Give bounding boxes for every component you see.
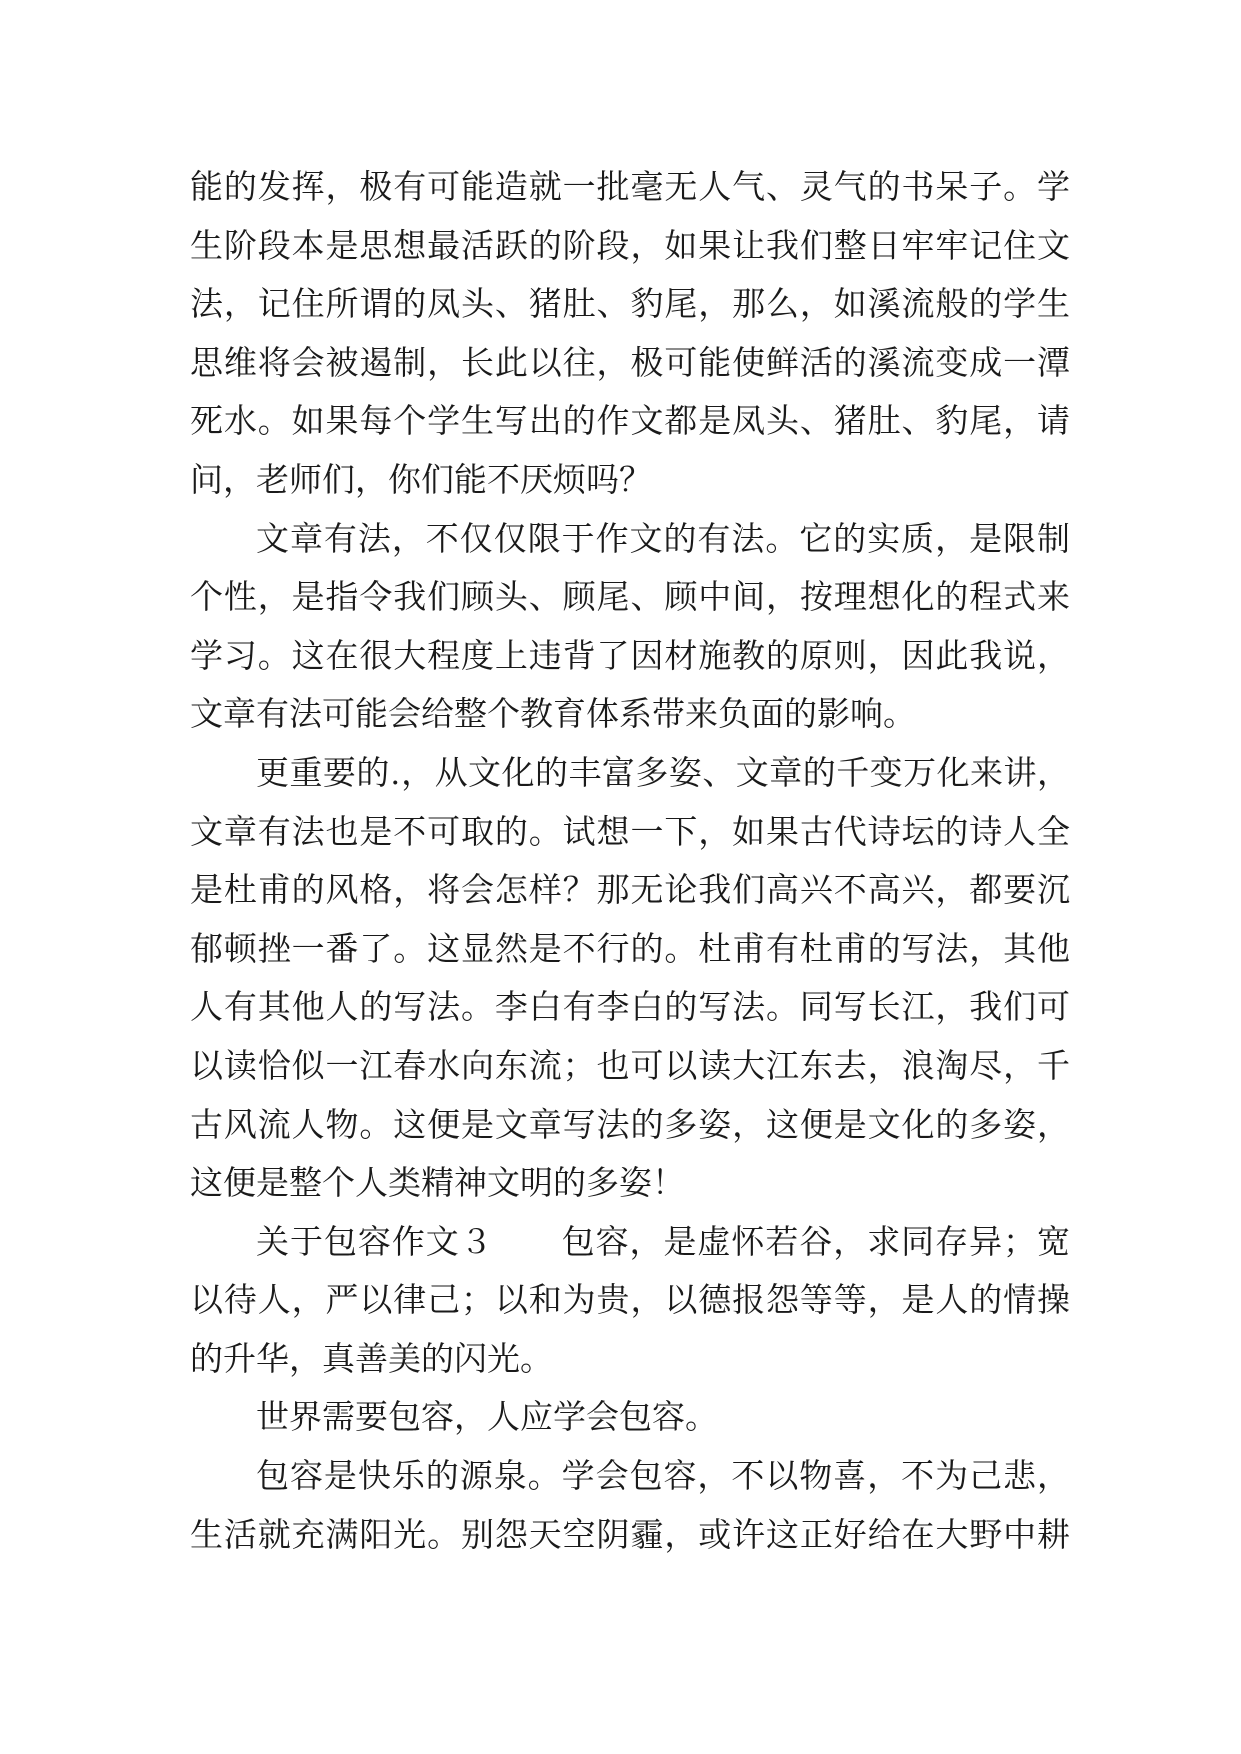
text-line: 法，记住所谓的凤头、猪肚、豹尾，那么，如溪流般的学生 (190, 278, 1070, 326)
text-line: 生阶段本是思想最活跃的阶段，如果让我们整日牢牢记住文 (190, 219, 1070, 267)
document-body (190, 156, 1070, 1562)
text-line: 古风流人物。这便是文章写法的多姿，这便是文化的多姿， (190, 1098, 1070, 1146)
paragraph-start-line: 世界需要包容，人应学会包容。 (256, 1391, 718, 1439)
section-heading-line: 关于包容作文３ 包容，是虚怀若谷，求同存异；宽 (256, 1215, 1070, 1263)
text-line: 人有其他人的写法。李白有李白的写法。同写长江，我们可 (190, 981, 1070, 1029)
text-line: 是杜甫的风格，将会怎样？那无论我们高兴不高兴，都要沉 (190, 864, 1070, 912)
text-line: 思维将会被遏制，长此以往，极可能使鲜活的溪流变成一潭 (190, 336, 1070, 384)
text-line: 死水。如果每个学生写出的作文都是凤头、猪肚、豹尾，请 (190, 395, 1070, 443)
text-line: 个性，是指令我们顾头、顾尾、顾中间，按理想化的程式来 (190, 571, 1070, 619)
text-line: 以读恰似一江春水向东流；也可以读大江东去，浪淘尽，千 (190, 1039, 1070, 1087)
text-line: 以待人，严以律己；以和为贵，以德报怨等等，是人的情操 (190, 1274, 1070, 1322)
text-line: 这便是整个人类精神文明的多姿！ (190, 1157, 685, 1205)
text-line: 生活就充满阳光。别怨天空阴霾，或许这正好给在大野中耕 (190, 1508, 1070, 1556)
paragraph-start-line: 更重要的.，从文化的丰富多姿、文章的千变万化来讲， (256, 746, 1070, 794)
text-line: 问，老师们，你们能不厌烦吗？ (190, 453, 652, 501)
text-line: 郁顿挫一番了。这显然是不行的。杜甫有杜甫的写法，其他 (190, 922, 1070, 970)
paragraph-start-line: 文章有法，不仅仅限于作文的有法。它的实质，是限制 (256, 512, 1070, 560)
text-line: 的升华，真善美的闪光。 (190, 1332, 553, 1380)
text-line: 学习。这在很大程度上违背了因材施教的原则，因此我说， (190, 629, 1070, 677)
text-line: 文章有法也是不可取的。试想一下，如果古代诗坛的诗人全 (190, 805, 1070, 853)
paragraph-start-line: 包容是快乐的源泉。学会包容，不以物喜，不为己悲， (256, 1450, 1070, 1498)
text-line: 文章有法可能会给整个教育体系带来负面的影响。 (190, 688, 916, 736)
text-line: 能的发挥，极有可能造就一批毫无人气、灵气的书呆子。学 (190, 161, 1070, 208)
